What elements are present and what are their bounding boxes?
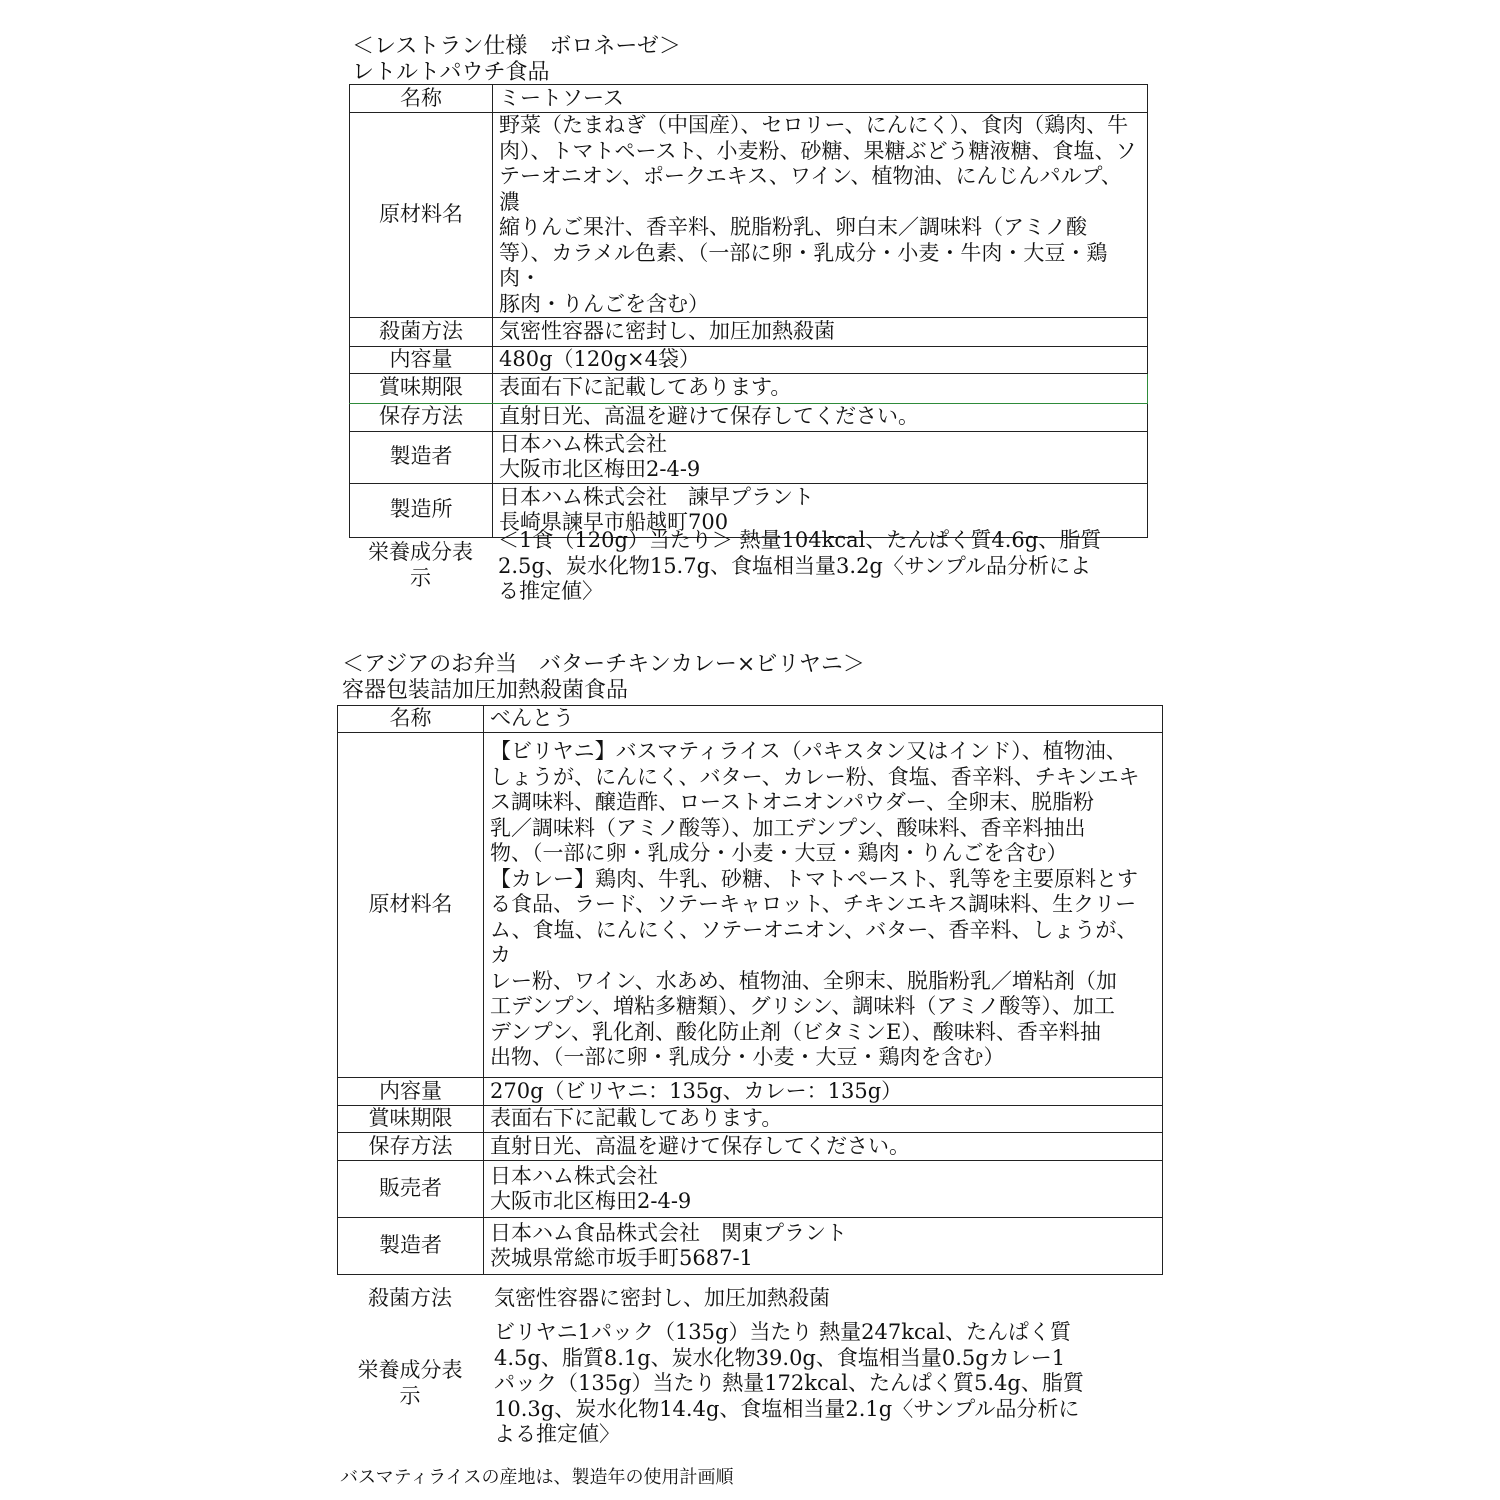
row-label: 名称 (338, 706, 484, 733)
table-row (350, 318, 1148, 347)
table-row (338, 1106, 1163, 1133)
row-value: 日本ハム株式会社 大阪市北区梅田2-4-9 (484, 1161, 1163, 1218)
product1-label-table (349, 84, 1148, 538)
row-value: 日本ハム株式会社 諫早プラント 長崎県諫早市船越町700 (493, 483, 1148, 537)
row-label: 製造所 (350, 483, 493, 537)
table-row (338, 1133, 1163, 1161)
product2-label-table (337, 705, 1163, 1275)
product2-nutrition (337, 1320, 1164, 1448)
table-row (350, 431, 1148, 483)
row-value: ミートソース (493, 85, 1148, 113)
row-label: 賞味期限 (338, 1106, 484, 1133)
table-row (338, 733, 1163, 1078)
table-row (350, 347, 1148, 374)
row-label: 保存方法 (350, 403, 493, 431)
product2-subheading: 容器包装詰加圧加熱殺菌食品 (342, 678, 629, 703)
table-row (338, 1078, 1163, 1106)
nutrition-value: ビリヤニ1パック（135g）当たり 熱量247kcal、たんぱく質 4.5g、脂質8.1g、炭水化物39.0g、食塩相当量0.5gカレー1 パック（135g）当たり 熱量172kcal、たんぱく質5.4g、脂質 10.3g、炭水化物14.4g、食塩相当量2.1g〈サンプル品分析に よる推定値〉 (494, 1320, 1084, 1446)
row-label: 原材料名 (338, 733, 484, 1078)
row-value: 270g（ビリヤニ：135g、カレー：135g） (484, 1078, 1163, 1106)
product1-nutrition (349, 528, 1146, 605)
table-row (350, 373, 1148, 403)
row-value: 【ビリヤニ】バスマティライス（パキスタン又はインド）、植物油、 しょうが、にんにく、バター、カレー粉、食塩、香辛料、チキンエキ ス調味料、醸造酢、ローストオニオンパウダー、全卵末、脱脂粉 乳／調味料（アミノ酸等）、加工デンプン、酸味料、香辛料抽出 物、（一部に卵・乳成分・小麦・大豆・鶏肉・りんごを含む） 【カレー】鶏肉、牛乳、砂糖、トマトペースト、乳等を主要原料とす る食品、ラード、ソテーキャロット、チキンエキス調味料、生クリー ム、食塩、にんにく、ソテーオニオン、バター、香辛料、しょうが、カ レー粉、ワイン、水あめ、植物油、全卵末、脱脂粉乳／増粘剤（加 工デンプン、増粘多糖類）、グリシン、調味料（アミノ酸等）、加工 デンプン、乳化剤、酸化防止剤（ビタミンE）、酸味料、香辛料抽 出物、（一部に卵・乳成分・小麦・大豆・鶏肉を含む） (484, 733, 1163, 1078)
sterilization-value: 気密性容器に密封し、加圧加熱殺菌 (494, 1286, 830, 1310)
row-value: 野菜（たまねぎ（中国産）、セロリー、にんにく）、食肉（鶏肉、牛 肉）、トマトペースト、小麦粉、砂糖、果糖ぶどう糖液糖、食塩、ソ テーオニオン、ポークエキス、ワイン、植物油、にんじんパルプ、濃 縮りんご果汁、香辛料、脱脂粉乳、卵白末／調味料（アミノ酸 等）、カラメル色素、（一部に卵・乳成分・小麦・牛肉・大豆・鶏肉・ 豚肉・りんごを含む） (493, 113, 1148, 318)
row-label: 賞味期限 (350, 373, 493, 403)
row-label: 内容量 (338, 1078, 484, 1106)
table-row (338, 1218, 1163, 1275)
table-row (338, 1161, 1163, 1218)
row-label: 原材料名 (350, 113, 493, 318)
row-value: 日本ハム株式会社 大阪市北区梅田2-4-9 (493, 431, 1148, 483)
product2-heading: ＜アジアのお弁当 バターチキンカレー×ビリヤニ＞ (342, 652, 865, 677)
row-value: 480g（120g×4袋） (493, 347, 1148, 374)
product1-heading: ＜レストラン仕様 ボロネーゼ＞ (352, 34, 681, 59)
row-value: 直射日光、高温を避けて保存してください。 (493, 403, 1148, 431)
row-value: 直射日光、高温を避けて保存してください。 (484, 1133, 1163, 1161)
row-label: 保存方法 (338, 1133, 484, 1161)
nutrition-label: 栄養成分表 示 (357, 1358, 463, 1408)
row-value: 表面右下に記載してあります。 (493, 373, 1148, 403)
table-row (350, 403, 1148, 431)
table-row (338, 706, 1163, 733)
row-value: べんとう (484, 706, 1163, 733)
row-value: 表面右下に記載してあります。 (484, 1106, 1163, 1133)
row-label: 製造者 (338, 1218, 484, 1275)
row-label: 内容量 (350, 347, 493, 374)
nutrition-value: ＜1食（120g）当たり＞ 熱量104kcal、たんぱく質4.6g、脂質 2.5g、炭水化物15.7g、食塩相当量3.2g〈サンプル品分析によ る推定値〉 (498, 528, 1102, 603)
row-label: 製造者 (350, 431, 493, 483)
product1-subheading: レトルトパウチ食品 (352, 60, 550, 85)
row-label: 殺菌方法 (350, 318, 493, 347)
row-value: 気密性容器に密封し、加圧加熱殺菌 (493, 318, 1148, 347)
table-row (350, 113, 1148, 318)
nutrition-label: 栄養成分表 示 (368, 540, 473, 590)
product2-sterilization (337, 1286, 1164, 1312)
sterilization-label: 殺菌方法 (368, 1286, 452, 1310)
row-value: 日本ハム食品株式会社 関東プラント 茨城県常総市坂手町5687-1 (484, 1218, 1163, 1275)
footnote: バスマティライスの産地は、製造年の使用計画順 (340, 1467, 734, 1488)
row-label: 販売者 (338, 1161, 484, 1218)
table-row (350, 85, 1148, 113)
row-label: 名称 (350, 85, 493, 113)
